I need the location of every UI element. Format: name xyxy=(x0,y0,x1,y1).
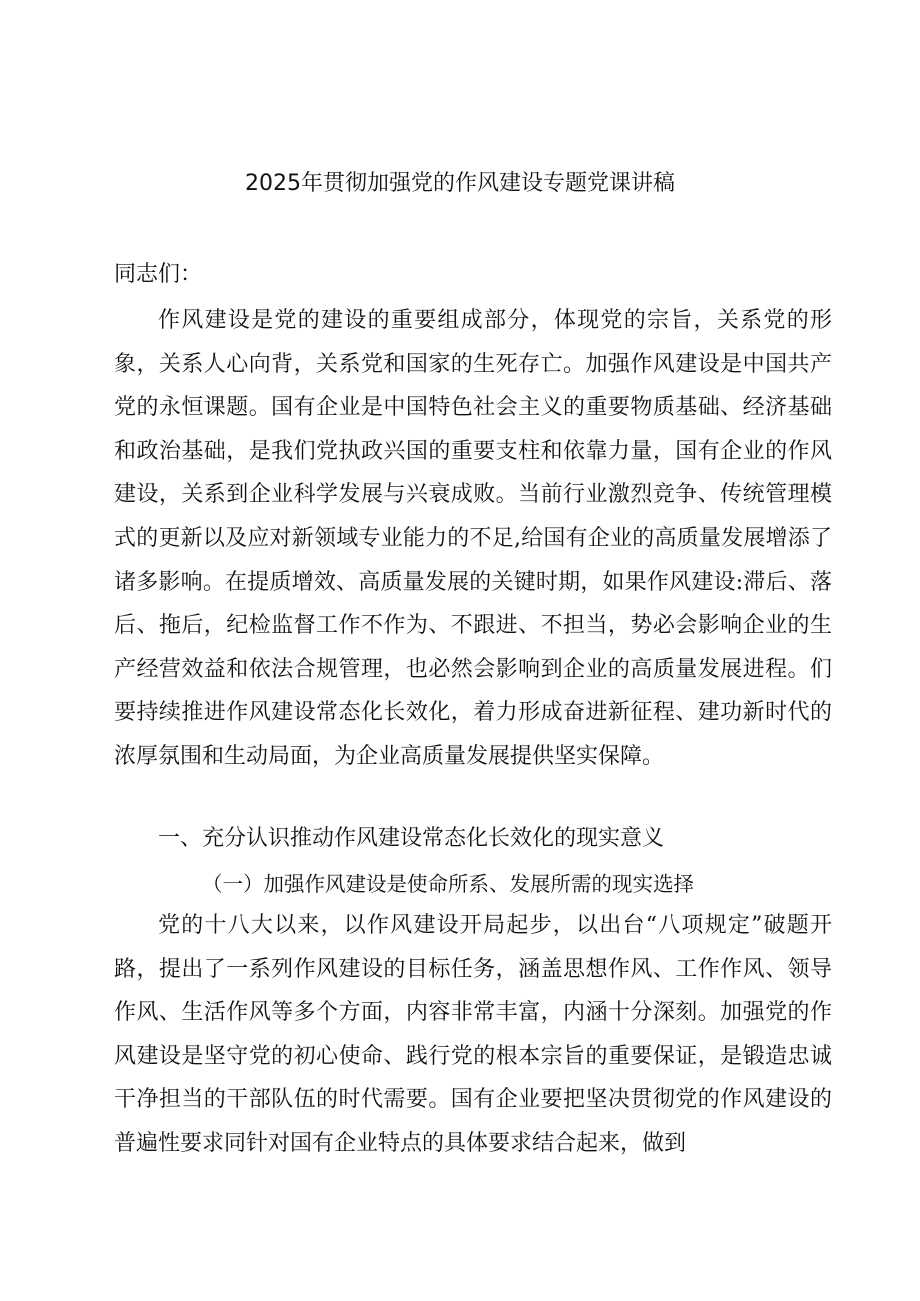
subsection-heading: （一）加强作风建设是使命所系、发展所需的现实选择 xyxy=(202,872,694,896)
document-title: 2025年贯彻加强党的作风建设专题党课讲稿 xyxy=(245,171,675,196)
paragraph-body: 党的十八大以来，以作风建设开局起步，以出台“八项规定”破题开路，提出了一系列作风建设的目标任务，涵盖思想作风、工作作风、领导作风、生活作风等多个方面，内容非常丰富，内涵十分深刻。加强党的作风建设是坚守党的初心使命、践行党的根本宗旨的重要保证，是锻造忠诚干净担当的干部队伍的时代需要。国有企业要把坚决贯彻党的作风建设的普遍性要求同针对国有企业特点的具体要求结合起来，做到 xyxy=(114,913,832,1156)
section-heading: 一、充分认识推动作风建设常态化长效化的现实意义 xyxy=(158,826,665,851)
salutation: 同志们： xyxy=(114,262,203,287)
paragraph-intro: 作风建设是党的建设的重要组成部分，体现党的宗旨，关系党的形象，关系人心向背，关系党和国家的生死存亡。加强作风建设是中国共产党的永恒课题。国有企业是中国特色社会主义的重要物质基础、经济基础和政治基础，是我们党执政兴国的重要支柱和依靠力量，国有企业的作风建设，关系到企业科学发展与兴衰成败。当前行业激烈竞争、传统管理模式的更新以及应对新领域专业能力的不足,给国有企业的高质量发展增添了诸多影响。在提质增效、高质量发展的关键时期，如果作风建设:滞后、落后、拖后，纪检监督工作不作为、不跟进、不担当，势必会影响企业的生产经营效益和依法合规管理，也必然会影响到企业的高质量发展进程。们要持续推进作风建设常态化长效化，着力形成奋进新征程、建功新时代的浓厚氛围和生动局面，为企业高质量发展提供坚实保障。 xyxy=(114,308,832,769)
